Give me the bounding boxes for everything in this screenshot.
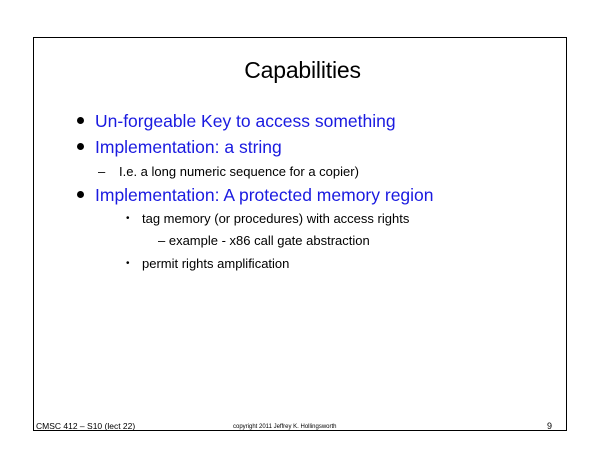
- footer-page-number: 9: [547, 421, 553, 431]
- dash-marker: –: [98, 164, 106, 179]
- bullet-text: Implementation: a string: [95, 137, 282, 157]
- footer-copyright: copyright 2011 Jeffrey K. Hollingsworth: [233, 424, 337, 430]
- sub-item-text: tag memory (or procedures) with access rights: [142, 211, 410, 226]
- bullet-dot-icon: [77, 191, 84, 198]
- bullet-dot-icon: [77, 117, 84, 124]
- sub-item-text: I.e. a long numeric sequence for a copier): [119, 164, 359, 179]
- bullet-text: Un-forgeable Key to access something: [95, 111, 396, 131]
- footer-course-label: CMSC 412 – S10 (lect 22): [36, 421, 136, 431]
- bullet-dot-icon: [77, 143, 84, 150]
- sub-item-text: permit rights amplification: [142, 256, 290, 271]
- slide-title: Capabilities: [244, 57, 361, 83]
- small-bullet-marker: •: [126, 258, 130, 269]
- small-bullet-marker: •: [126, 213, 130, 224]
- sub-sub-item-x86: [158, 233, 370, 249]
- sub-sub-item-text: – example - x86 call gate abstraction: [158, 233, 370, 248]
- bullet-text: Implementation: A protected memory region: [95, 185, 434, 205]
